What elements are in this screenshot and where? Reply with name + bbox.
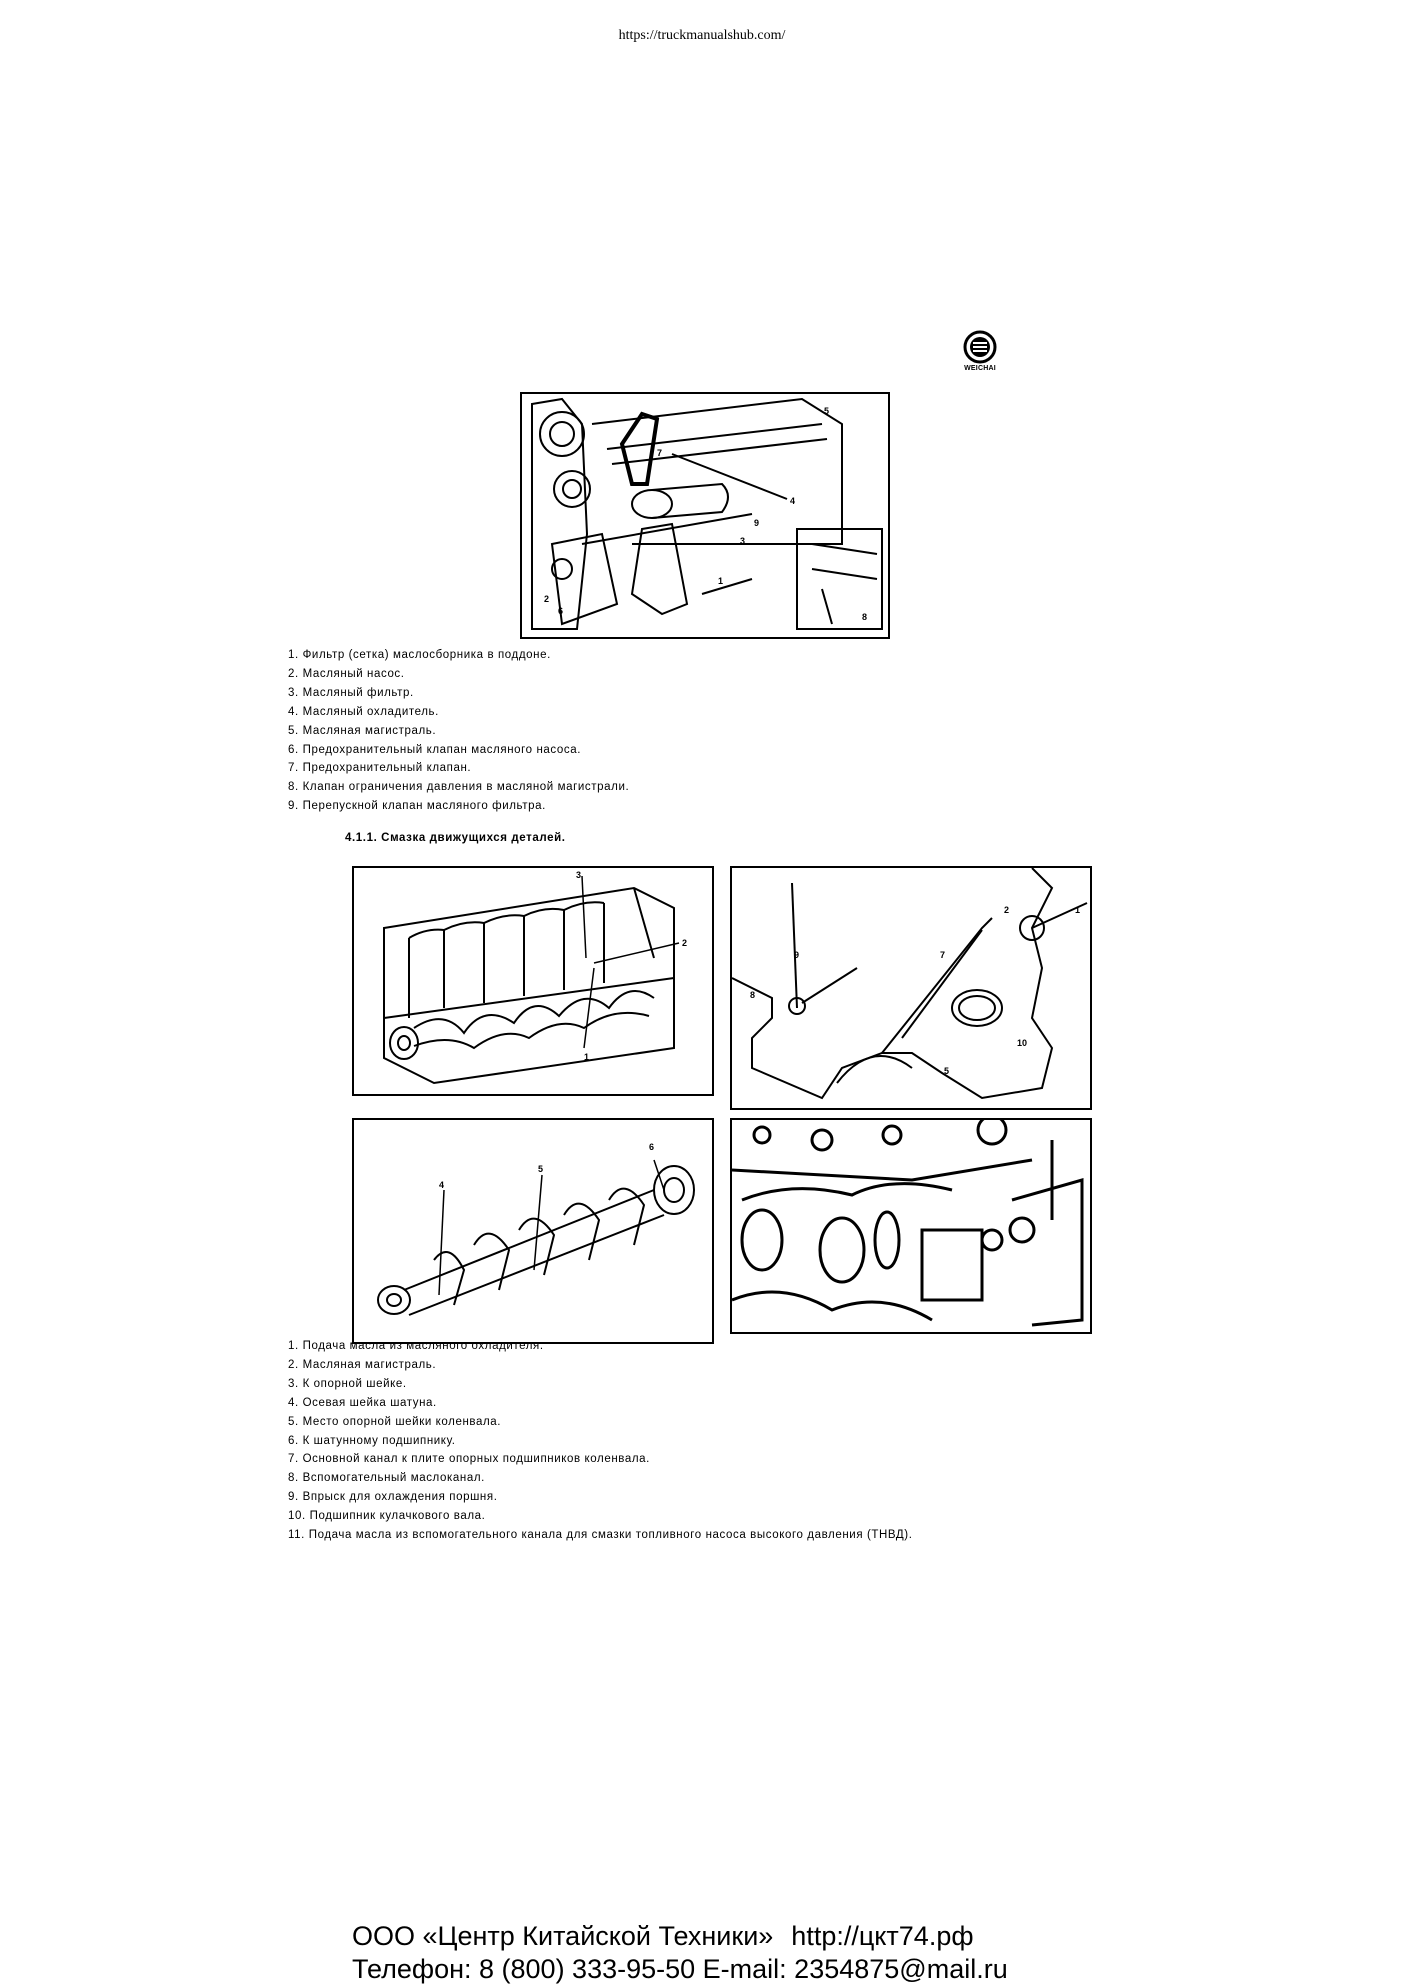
fig2-callout-1: 1 xyxy=(584,1052,590,1062)
figure-crankshaft xyxy=(352,1118,714,1344)
legend-item: 6. К шатунному подшипнику. xyxy=(288,1434,456,1447)
figure-cylinder-block xyxy=(352,866,714,1096)
fig4-callout-5: 5 xyxy=(538,1164,544,1174)
legend-item: 3. Масляный фильтр. xyxy=(288,686,414,699)
legend-item: 2. Масляная магистраль. xyxy=(288,1358,437,1371)
lubrication-system-drawing xyxy=(522,394,888,637)
legend-item: 7. Предохранительный клапан. xyxy=(288,762,472,775)
footer-site-link[interactable]: http://цкт74.рф xyxy=(791,1921,974,1951)
fuel-pump-area-drawing xyxy=(732,1120,1090,1332)
weichai-logo xyxy=(960,330,1000,372)
fig3-callout-8: 8 xyxy=(750,990,756,1000)
fig3-callout-1: 1 xyxy=(1075,905,1081,915)
legend-item: 1. Подача масла из масляного охладителя. xyxy=(288,1340,544,1352)
fig3-callout-5: 5 xyxy=(944,1066,950,1076)
legend-item: 7. Основной канал к плите опорных подшипников коленвала. xyxy=(288,1453,650,1466)
header-url[interactable]: https://truckmanualshub.com/ xyxy=(618,28,786,43)
footer-email[interactable]: E-mail: 2354875@mail.ru xyxy=(702,1954,1008,1984)
figure-fuel-pump-area xyxy=(730,1118,1092,1334)
legend-item: 8. Клапан ограничения давления в масляной магистрали. xyxy=(288,781,630,794)
fig1-callout-2: 2 xyxy=(544,594,550,604)
weichai-emblem-icon xyxy=(963,330,997,364)
fig4-callout-6: 6 xyxy=(649,1142,655,1152)
legend-item: 5. Масляная магистраль. xyxy=(288,724,437,737)
footer-line-1 xyxy=(352,1920,1008,1953)
legend-item: 6. Предохранительный клапан масляного насоса. xyxy=(288,743,582,756)
legend-item: 9. Впрыск для охлаждения поршня. xyxy=(288,1491,498,1504)
fig1-callout-4: 4 xyxy=(790,496,796,506)
legend-item: 5. Место опорной шейки коленвала. xyxy=(288,1415,502,1428)
fig2-callout-2: 2 xyxy=(682,938,688,948)
fig4-callout-4: 4 xyxy=(439,1180,445,1190)
figure-oil-channels xyxy=(730,866,1092,1110)
fig2-callout-3: 3 xyxy=(576,870,582,880)
fig3-callout-7: 7 xyxy=(940,950,946,960)
legend-lubrication-parts xyxy=(288,1337,913,1545)
crankshaft-drawing xyxy=(354,1120,712,1342)
legend-item: 10. Подшипник кулачкового вала. xyxy=(288,1510,486,1523)
footer-phone: Телефон: 8 (800) 333-95-50 xyxy=(352,1954,696,1984)
fig3-callout-9: 9 xyxy=(794,950,800,960)
legend-item: 2. Масляный насос. xyxy=(288,667,405,680)
fig1-callout-3: 3 xyxy=(740,536,746,546)
legend-item: 4. Осевая шейка шатуна. xyxy=(288,1396,437,1409)
footer-contacts xyxy=(352,1920,1008,1986)
fig1-callout-9: 9 xyxy=(754,518,760,528)
cylinder-block-drawing xyxy=(354,868,712,1094)
fig3-callout-2: 2 xyxy=(1004,905,1010,915)
logo-brand-text: WEICHAI xyxy=(964,365,996,372)
legend-lubrication-system xyxy=(288,646,629,816)
legend-item: 1. Фильтр (сетка) маслосборника в поддоне. xyxy=(288,649,551,661)
fig1-callout-1: 1 xyxy=(718,576,724,586)
fig1-callout-6: 6 xyxy=(558,606,564,616)
footer-company: ООО «Центр Китайской Техники» xyxy=(352,1921,774,1951)
section-title: 4.1.1. Смазка движущихся деталей. xyxy=(345,832,566,844)
fig3-callout-10: 10 xyxy=(1017,1038,1028,1048)
legend-item: 3. К опорной шейке. xyxy=(288,1377,407,1390)
legend-item: 4. Масляный охладитель. xyxy=(288,705,439,718)
legend-item: 9. Перепускной клапан масляного фильтра. xyxy=(288,800,546,813)
oil-channels-drawing xyxy=(732,868,1090,1108)
fig1-callout-8: 8 xyxy=(862,612,868,622)
legend-item: 8. Вспомогательный маслоканал. xyxy=(288,1472,485,1485)
footer-line-2 xyxy=(352,1953,1008,1986)
fig1-callout-5: 5 xyxy=(824,406,830,416)
figure-lubrication-system xyxy=(520,392,890,639)
fig1-callout-7: 7 xyxy=(657,448,663,458)
legend-item: 11. Подача масла из вспомогательного канала для смазки топливного насоса высокого давления (ТНВД). xyxy=(288,1529,913,1542)
